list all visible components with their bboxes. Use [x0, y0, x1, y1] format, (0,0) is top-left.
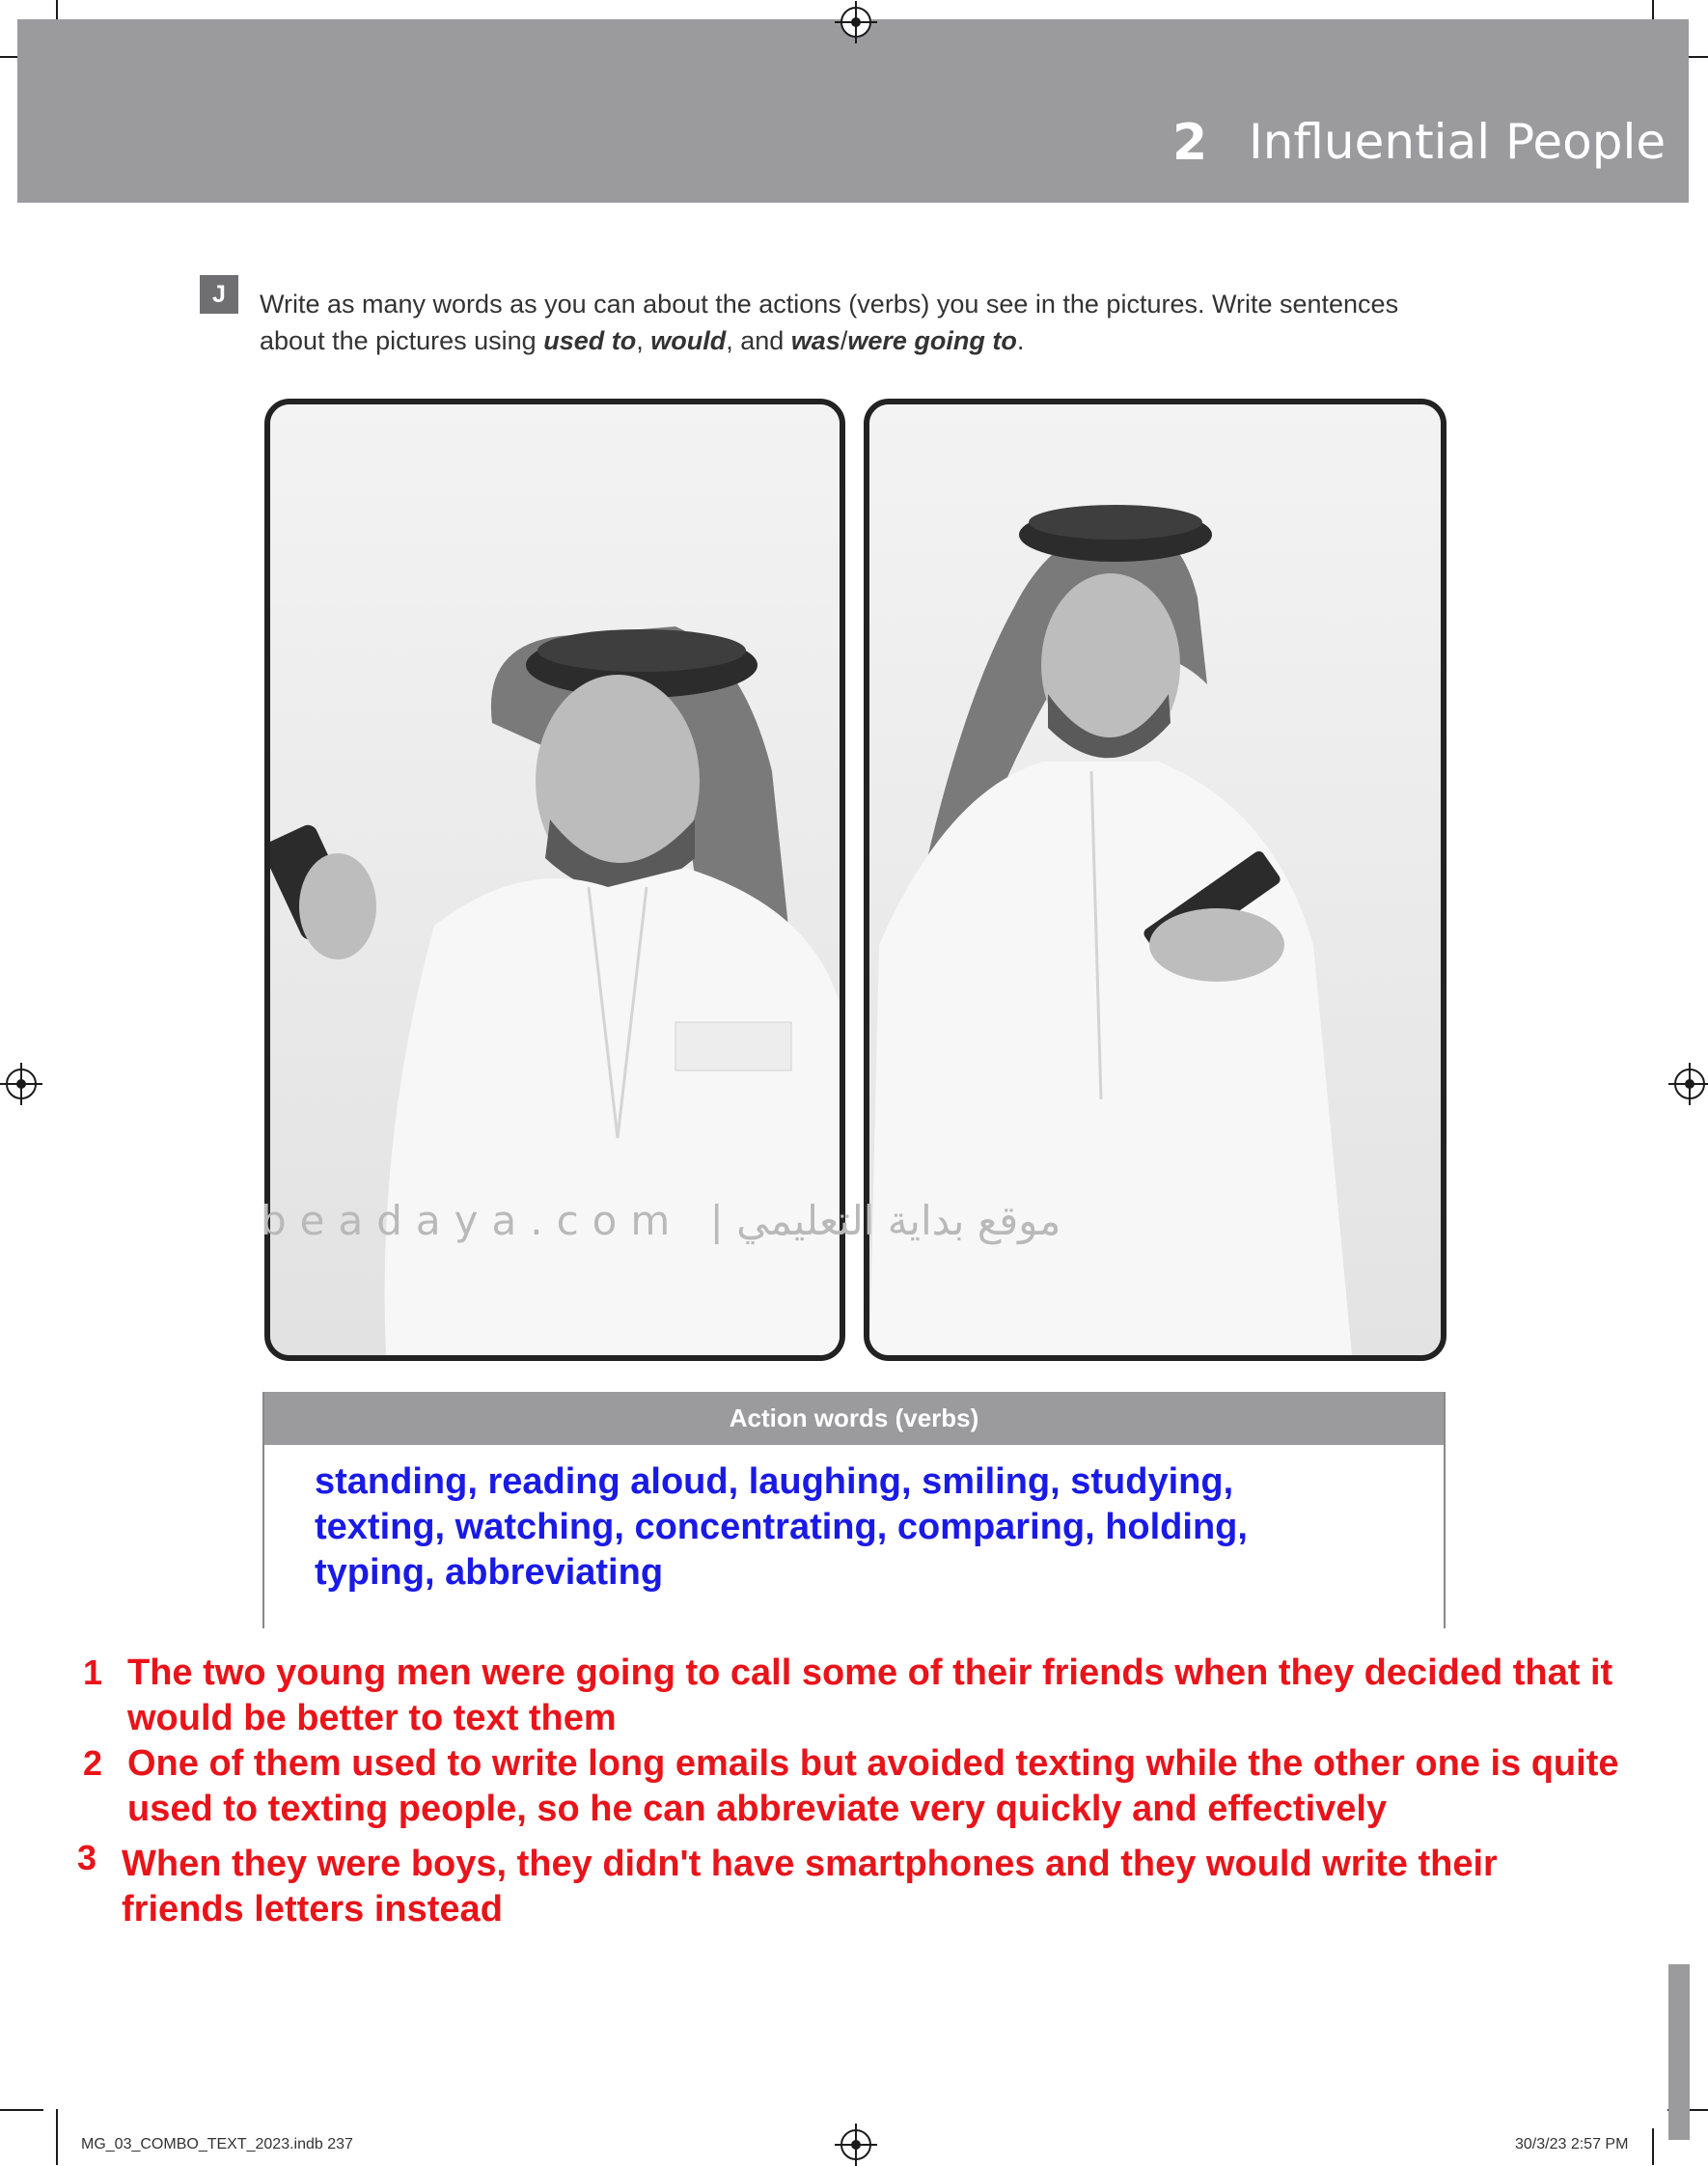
answer-sentence: [127, 1651, 1681, 1741]
watermark: beadaya.com | موقع بداية التعليمي: [261, 1197, 1061, 1244]
verbs-line: typing, abbreviating: [315, 1552, 664, 1593]
answer-line: The two young men were going to call some of their friends when they decided that it: [127, 1652, 1613, 1693]
print-slug-left: MG_03_COMBO_TEXT_2023.indb 237: [81, 2136, 353, 2152]
registration-mark-icon: [6, 1069, 37, 1099]
answer-line: would be better to text them: [127, 1698, 617, 1738]
action-words-box: [262, 1392, 1446, 1628]
punctuation: ,: [636, 326, 651, 355]
answer-number: 3: [77, 1838, 97, 1877]
punctuation: , and: [726, 326, 791, 355]
answer-line: friends letters instead: [122, 1889, 503, 1930]
registration-mark-icon: [840, 7, 871, 38]
watermark-latin: beadaya.com: [261, 1197, 684, 1244]
crop-mark: [0, 2109, 43, 2111]
crop-mark: [56, 2109, 58, 2165]
punctuation: /: [840, 326, 848, 355]
keyword-used-to: used to: [543, 326, 637, 355]
instruction-line-1: Write as many words as you can about the actions (verbs) you see in the pictures. Write sentences: [260, 290, 1399, 319]
keyword-was: was: [790, 326, 840, 355]
answer-line: One of them used to write long emails but avoided texting while the other one is quite: [127, 1743, 1619, 1784]
answer-number: 2: [83, 1743, 103, 1783]
chapter-header-band: [17, 19, 1689, 203]
answer-line: used to texting people, so he can abbreviate very quickly and effectively: [127, 1789, 1388, 1829]
keyword-would: would: [650, 326, 727, 355]
chapter-title: Influential People: [1249, 114, 1667, 170]
answer-sentence: [127, 1741, 1681, 1832]
registration-mark-icon: [840, 2129, 871, 2160]
print-slug-right: 30/3/23 2:57 PM: [1515, 2136, 1629, 2152]
punctuation: .: [1016, 326, 1025, 355]
answer-number: 1: [83, 1652, 103, 1692]
verbs-line: texting, watching, concentrating, comparing, holding,: [315, 1507, 1248, 1547]
answer-line: When they were boys, they didn't have smartphones and they would write their: [122, 1844, 1498, 1884]
registration-mark-icon: [1674, 1069, 1705, 1099]
action-words-answer: [315, 1459, 1376, 1596]
verbs-line: standing, reading aloud, laughing, smiling, studying,: [315, 1461, 1234, 1502]
activity-badge: J: [200, 275, 238, 314]
action-words-header: Action words (verbs): [264, 1392, 1444, 1445]
chapter-number: 2: [1172, 114, 1208, 172]
instruction-line-2: about the pictures using: [260, 326, 544, 355]
answer-sentence: [122, 1842, 1675, 1932]
page-side-tab: [1668, 1964, 1690, 2140]
keyword-were-going-to: were going to: [847, 326, 1017, 355]
crop-mark: [1652, 2128, 1654, 2165]
watermark-arabic: موقع بداية التعليمي: [736, 1197, 1061, 1244]
activity-instruction: [260, 286, 1543, 359]
